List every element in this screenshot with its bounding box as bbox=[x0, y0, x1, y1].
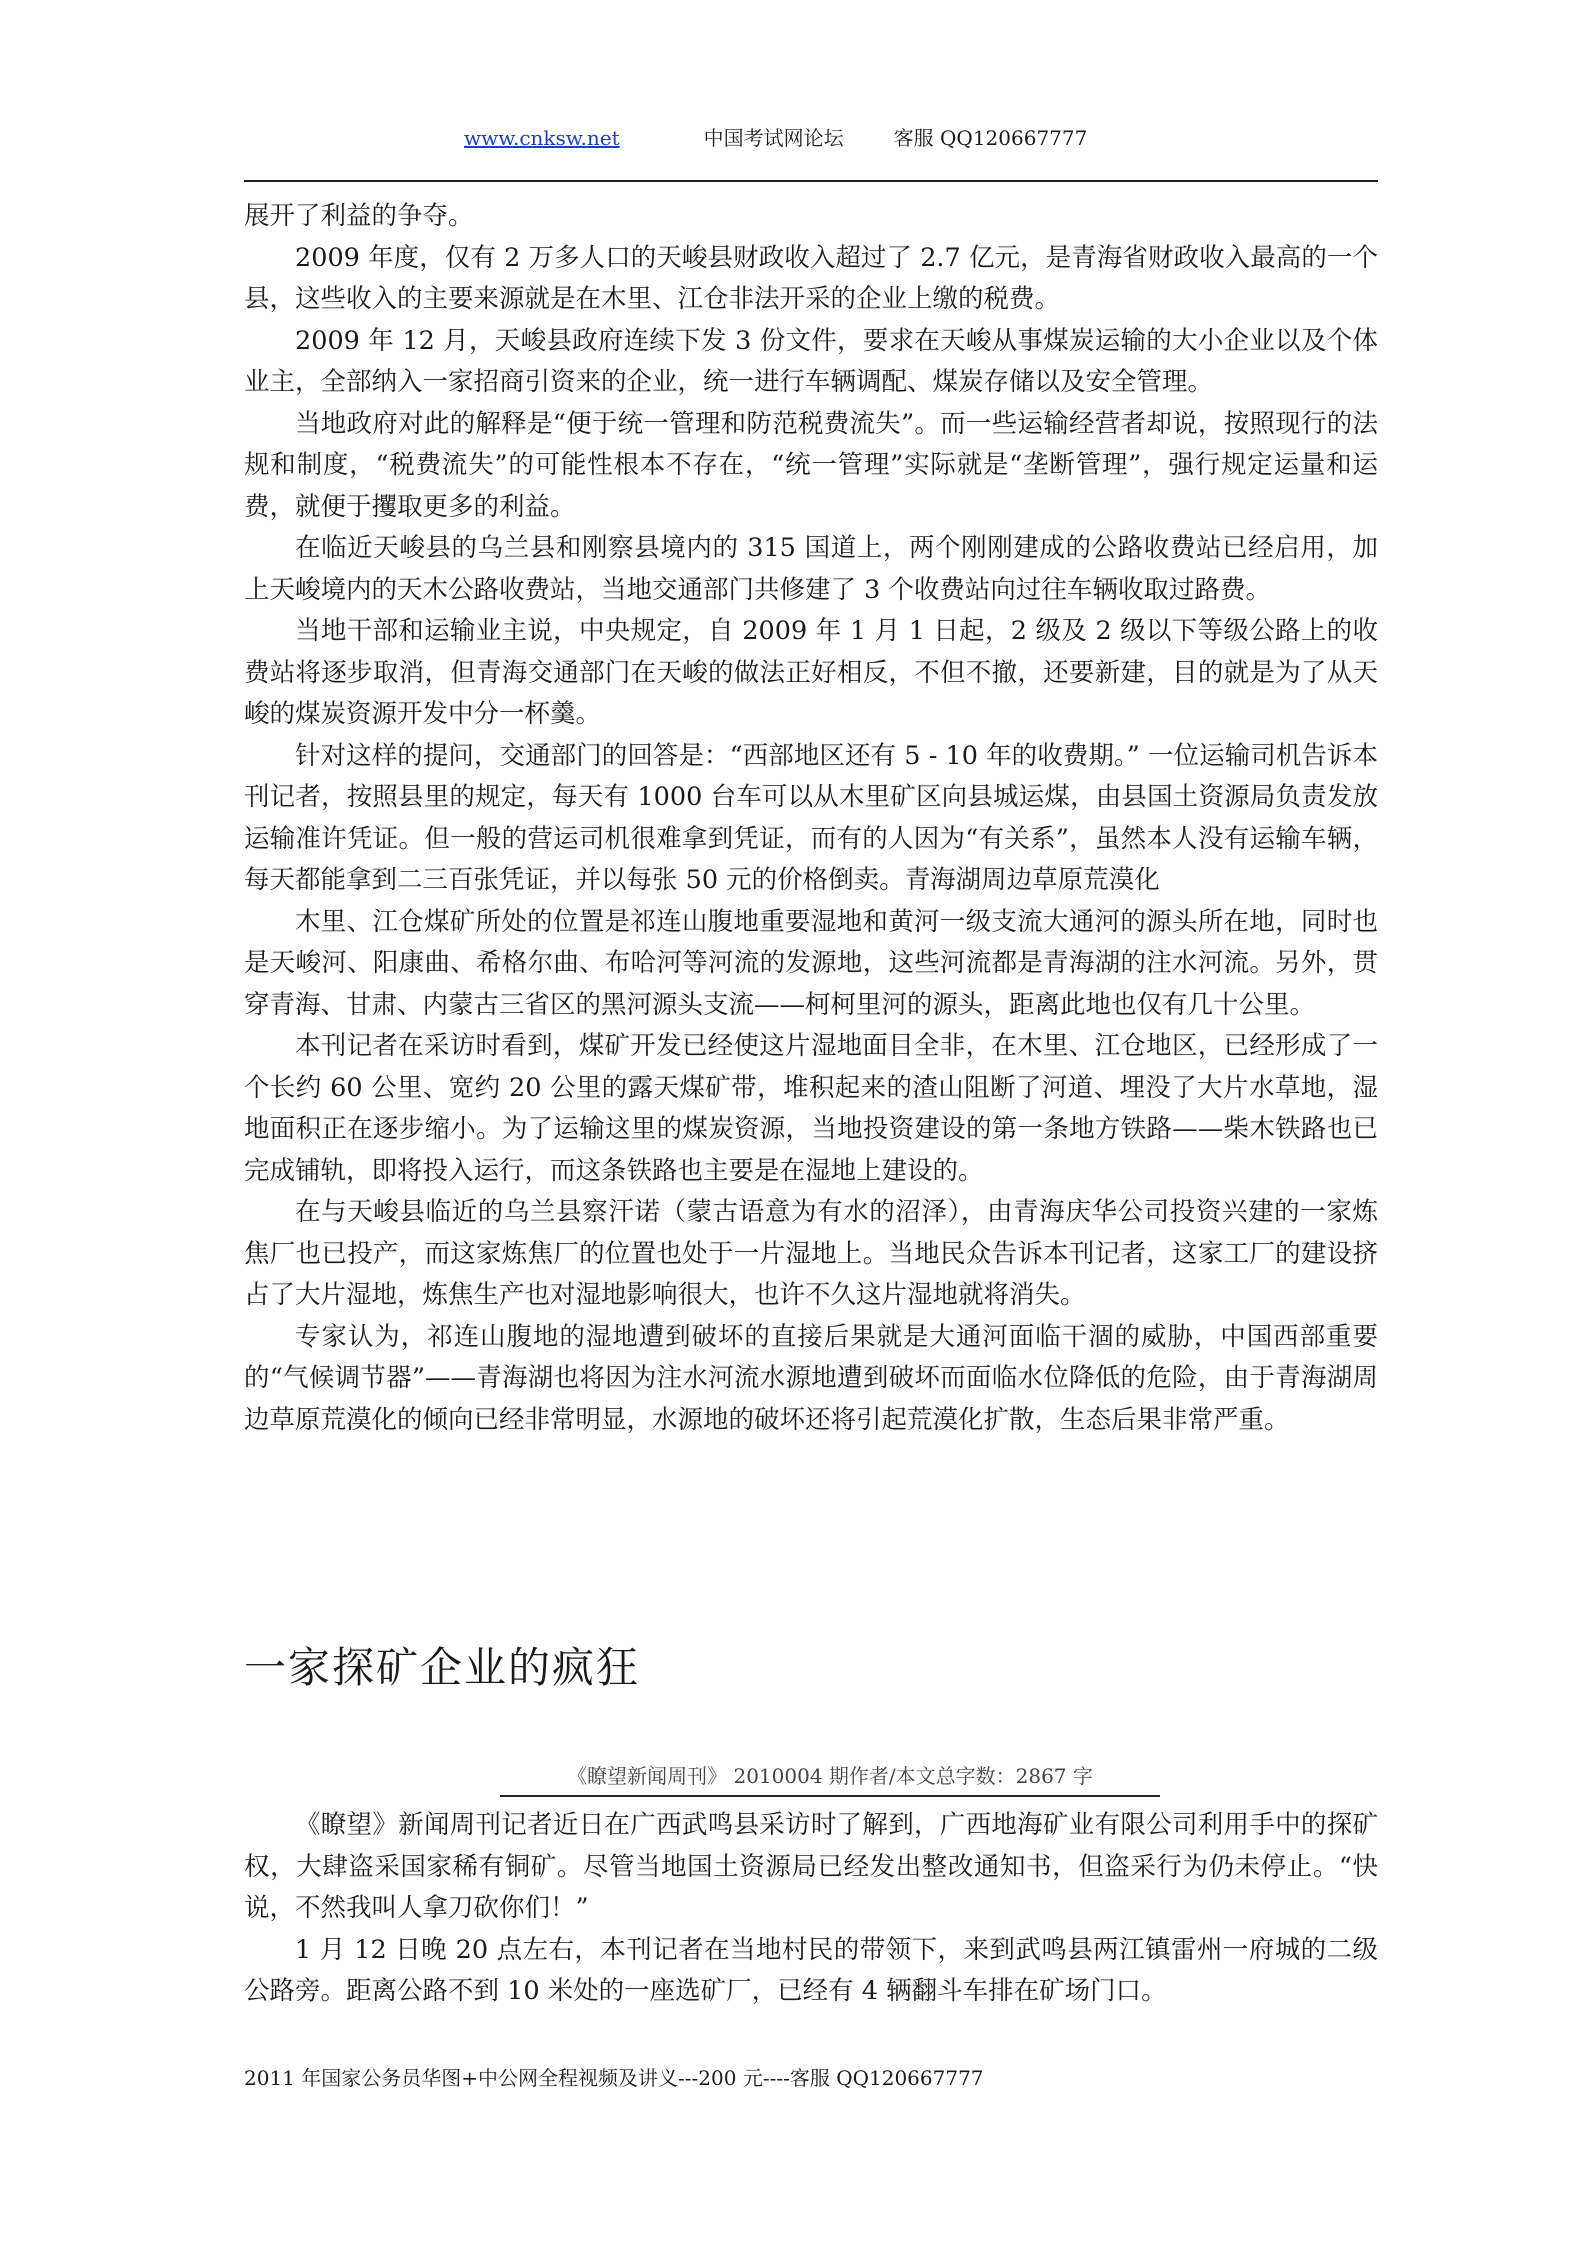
article-body-2 bbox=[244, 1805, 1378, 2013]
paragraph: 《瞭望》新闻周刊记者近日在广西武鸣县采访时了解到，广西地海矿业有限公司利用手中的探矿权，大肆盗采国家稀有铜矿。尽管当地国土资源局已经发出整改通知书，但盗采行为仍未停止。“快说，不然我叫人拿刀砍你们！” bbox=[244, 1810, 1378, 1923]
article-meta: 《瞭望新闻周刊》 2010004 期作者/本文总字数：2867 字 bbox=[500, 1760, 1160, 1797]
page-header bbox=[244, 122, 1378, 151]
service-contact: 客服 QQ120667777 bbox=[893, 126, 1088, 150]
page-footer: 2011 年国家公务员华图+中公网全程视频及讲义---200 元----客服 QQ120667777 bbox=[244, 2066, 984, 2090]
paragraph: 1 月 12 日晚 20 点左右，本刊记者在当地村民的带领下，来到武鸣县两江镇雷州一府城的二级公路旁。距离公路不到 10 米处的一座选矿厂，已经有 4 辆翻斗车排在矿场门口。 bbox=[244, 1934, 1378, 2006]
article-title: 一家探矿企业的疯狂 bbox=[244, 1643, 641, 1692]
article-body bbox=[244, 196, 1378, 1441]
paragraph: 本刊记者在采访时看到，煤矿开发已经使这片湿地面目全非，在木里、江仓地区，已经形成了一个长约 60 公里、宽约 20 公里的露天煤矿带，堆积起来的渣山阻断了河道、埋没了大片水草地，湿地面积正在逐步缩小。为了运输这里的煤炭资源，当地投资建设的第一条地方铁路——柴木铁路也已完成铺轨，即将投入运行，而这条铁路也主要是在湿地上建设的。 bbox=[244, 1031, 1378, 1186]
paragraph: 当地干部和运输业主说，中央规定，自 2009 年 1 月 1 日起，2 级及 2 级以下等级公路上的收费站将逐步取消，但青海交通部门在天峻的做法正好相反，不但不撤，还要新建，目的就是为了从天峻的煤炭资源开发中分一杯羹。 bbox=[244, 616, 1378, 729]
paragraph: 在临近天峻县的乌兰县和刚察县境内的 315 国道上，两个刚刚建成的公路收费站已经启用，加上天峻境内的天木公路收费站，当地交通部门共修建了 3 个收费站向过往车辆收取过路费。 bbox=[244, 533, 1378, 605]
site-link[interactable]: www.cnksw.net bbox=[464, 126, 620, 150]
paragraph: 专家认为，祁连山腹地的湿地遭到破坏的直接后果就是大通河面临干涸的威胁，中国西部重要的“气候调节器”——青海湖也将因为注水河流水源地遭到破坏而面临水位降低的危险，由于青海湖周边草原荒漠化的倾向已经非常明显，水源地的破坏还将引起荒漠化扩散，生态后果非常严重。 bbox=[244, 1321, 1378, 1435]
paragraph: 2009 年度，仅有 2 万多人口的天峻县财政收入超过了 2.7 亿元，是青海省财政收入最高的一个县，这些收入的主要来源就是在木里、江仓非法开采的企业上缴的税费。 bbox=[244, 242, 1378, 314]
paragraph: 在与天峻县临近的乌兰县察汗诺（蒙古语意为有水的沼泽），由青海庆华公司投资兴建的一家炼焦厂也已投产，而这家炼焦厂的位置也处于一片湿地上。当地民众告诉本刊记者，这家工厂的建设挤占了大片湿地，炼焦生产也对湿地影响很大，也许不久这片湿地就将消失。 bbox=[244, 1197, 1378, 1310]
paragraph: 展开了利益的争夺。 bbox=[244, 201, 474, 231]
paragraph: 当地政府对此的解释是“便于统一管理和防范税费流失”。而一些运输经营者却说，按照现行的法规和制度，“税费流失”的可能性根本不存在，“统一管理”实际就是“垄断管理”，强行规定运量和运费，就便于攫取更多的利益。 bbox=[244, 408, 1378, 522]
paragraph: 木里、江仓煤矿所处的位置是祁连山腹地重要湿地和黄河一级支流大通河的源头所在地，同时也是天峻河、阳康曲、希格尔曲、布哈河等河流的发源地，这些河流都是青海湖的注水河流。另外，贯穿青海、甘肃、内蒙古三省区的黑河源头支流——柯柯里河的源头，距离此地也仅有几十公里。 bbox=[244, 906, 1378, 1020]
forum-name: 中国考试网论坛 bbox=[703, 126, 844, 150]
header-rule bbox=[244, 180, 1378, 182]
paragraph: 针对这样的提问，交通部门的回答是：“西部地区还有 5 - 10 年的收费期。” 一位运输司机告诉本刊记者，按照县里的规定，每天有 1000 台车可以从木里矿区向县城运煤，由县国土资源局负责发放运输准许凭证。但一般的营运司机很难拿到凭证，而有的人因为“有关系”，虽然本人没有运输车辆，每天都能拿到二三百张凭证，并以每张 50 元的价格倒卖。青海湖周边草原荒漠化 bbox=[244, 740, 1378, 895]
paragraph: 2009 年 12 月，天峻县政府连续下发 3 份文件，要求在天峻从事煤炭运输的大小企业以及个体业主，全部纳入一家招商引资来的企业，统一进行车辆调配、煤炭存储以及安全管理。 bbox=[244, 325, 1378, 397]
